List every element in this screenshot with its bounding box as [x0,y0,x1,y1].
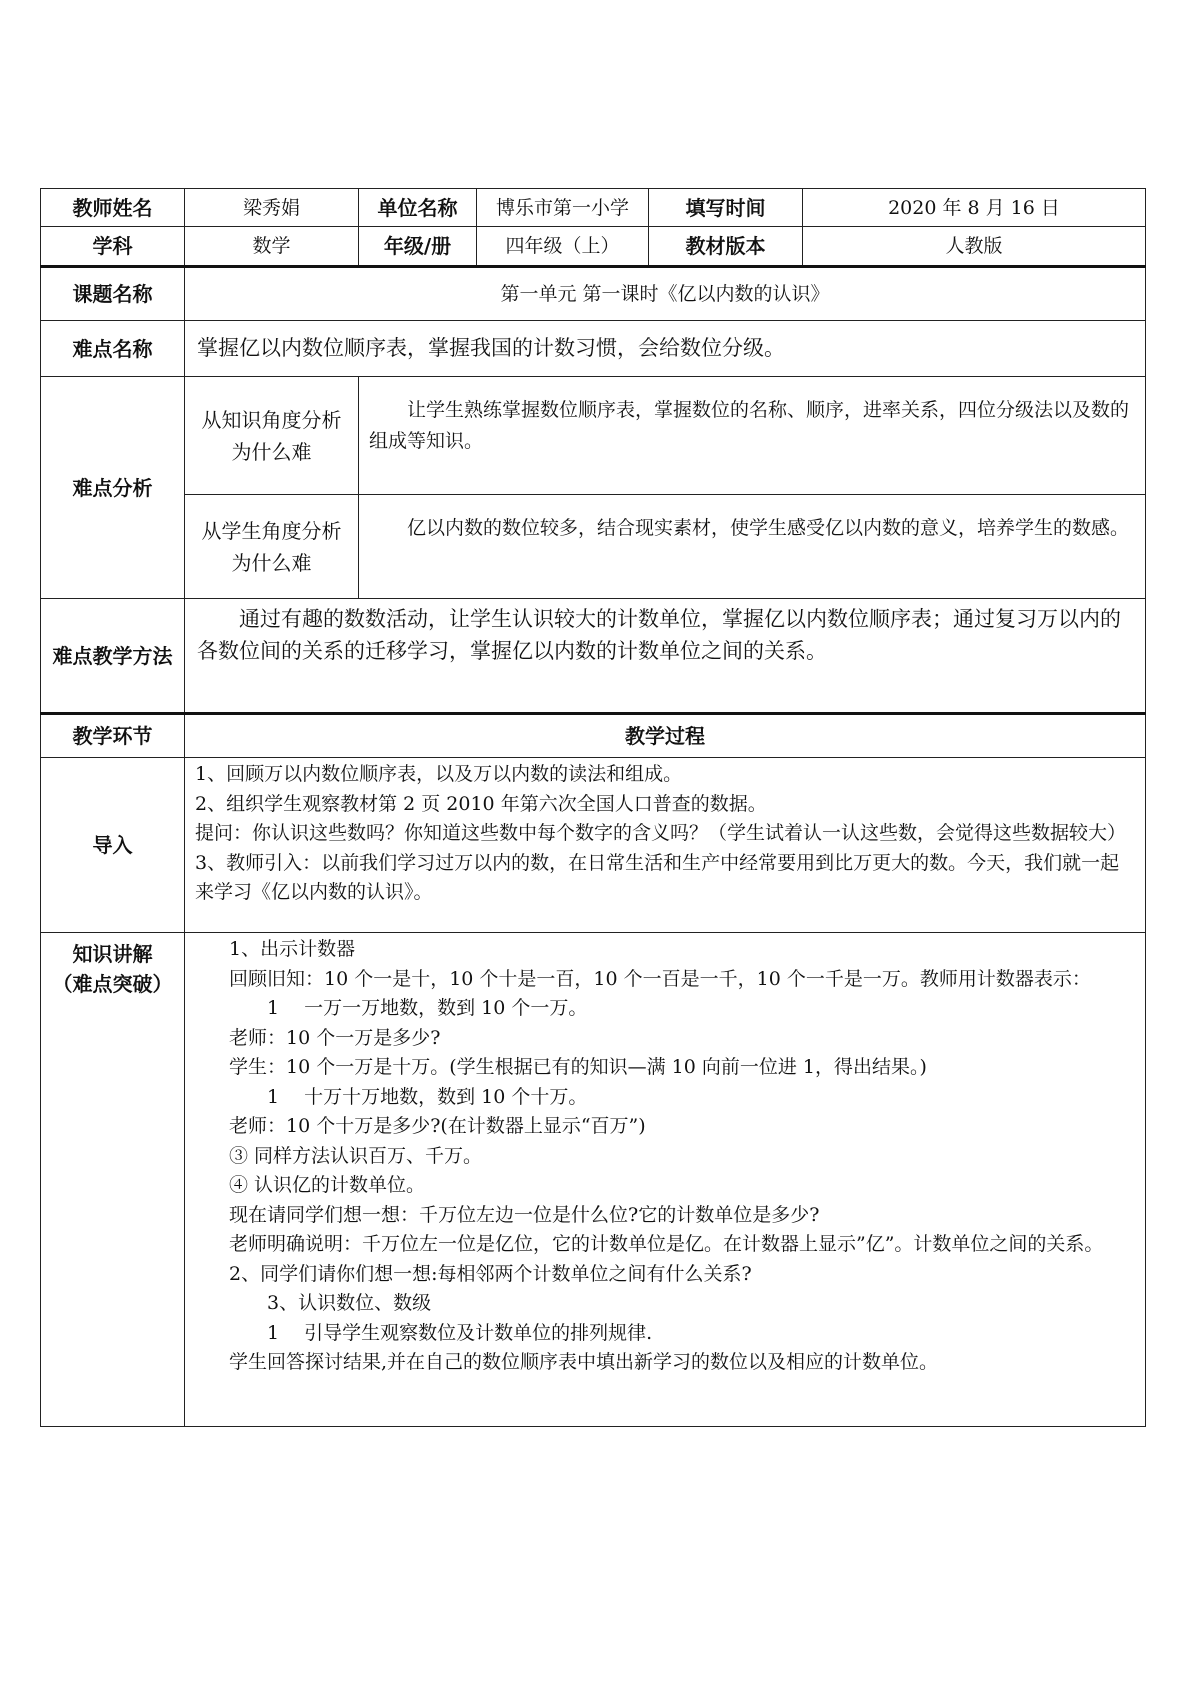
edition-value: 人教版 [803,227,1146,267]
edition-label: 教材版本 [649,227,803,267]
analysis-knowledge-text: 让学生熟练掌握数位顺序表，掌握数位的名称、顺序，进率关系，四位分级法以及数的组成等知识。 [359,377,1146,495]
knowledge-row [41,933,1146,1427]
method-row [41,599,1146,714]
lesson-plan-table [40,188,1146,1427]
knowledge-label [41,933,185,1427]
knowledge-line: 2、同学们请你们想一想:每相邻两个计数单位之间有什么关系? [229,1262,752,1285]
analysis-label: 难点分析 [41,377,185,599]
knowledge-line: 1 一万一万地数，数到 10 个一万。 [267,997,588,1019]
intro-line: 2、组织学生观察教材第 2 页 2010 年第六次全国人口普查的数据。 [195,792,767,815]
stage-header: 教学环节 [41,714,185,758]
unit-name-value: 博乐市第一小学 [477,189,649,227]
knowledge-line: 学生回答探讨结果,并在自己的数位顺序表中填出新学习的数位以及相应的计数单位。 [229,1351,939,1373]
intro-label: 导入 [41,758,185,933]
analysis-student-row [41,495,1146,599]
intro-line: 提问：你认识这些数吗？你知道这些数中每个数字的含义吗？（学生试着认一认这些数，会觉得这些数据较大） [195,822,1127,844]
knowledge-line: ④ 认识亿的计数单位。 [229,1174,426,1196]
method-text: 通过有趣的数数活动，让学生认识较大的计数单位，掌握亿以内数位顺序表；通过复习万以内的各数位间的关系的迁移学习，掌握亿以内数的计数单位之间的关系。 [185,599,1146,714]
knowledge-line: 1 引导学生观察数位及计数单位的排列规律. [267,1321,653,1344]
intro-content [185,758,1146,933]
fill-date-value: 2020 年 8 月 16 日 [803,189,1146,227]
knowledge-content [185,933,1146,1427]
knowledge-line: 回顾旧知：10 个一是十，10 个十是一百，10 个一百是一千，10 个一千是一万。教师用计数器表示： [229,967,1091,990]
knowledge-line: ③ 同样方法认识百万、千万。 [229,1144,483,1167]
fill-date-label: 填写时间 [649,189,803,227]
knowledge-line: 3、认识数位、数级 [267,1292,432,1314]
analysis-student-label: 从学生角度分析为什么难 [185,495,359,599]
knowledge-line: 现在请同学们想一想：千万位左边一位是什么位?它的计数单位是多少? [229,1203,820,1226]
process-header: 教学过程 [185,714,1146,758]
grade-value: 四年级（上） [477,227,649,267]
knowledge-line: 学生：10 个一万是十万。(学生根据已有的知识—满 10 向前一位进 1，得出结果。) [229,1056,927,1078]
knowledge-line: 老师明确说明：千万位左一位是亿位，它的计数单位是亿。在计数器上显示”亿”。计数单位之间的关系。 [229,1233,1104,1255]
intro-line: 1、回顾万以内数位顺序表，以及万以内数的读法和组成。 [195,763,683,785]
topic-row [41,267,1146,321]
knowledge-label-sub: （难点突破） [52,972,173,996]
header-row-2 [41,227,1146,267]
intro-line: 3、教师引入：以前我们学习过万以内的数，在日常生活和生产中经常要用到比万更大的数。今天，我们就一起来学习《亿以内数的认识》。 [195,851,1120,903]
teacher-name-value: 梁秀娟 [185,189,359,227]
grade-label: 年级/册 [359,227,477,267]
subject-value: 数学 [185,227,359,267]
knowledge-line: 老师：10 个一万是多少? [229,1026,441,1049]
analysis-knowledge-label: 从知识角度分析为什么难 [185,377,359,495]
teacher-name-label: 教师姓名 [41,189,185,227]
analysis-knowledge-row [41,377,1146,495]
method-label: 难点教学方法 [41,599,185,714]
difficulty-label: 难点名称 [41,321,185,377]
analysis-student-text: 亿以内数的数位较多，结合现实素材，使学生感受亿以内数的意义，培养学生的数感。 [359,495,1146,599]
difficulty-value: 掌握亿以内数位顺序表，掌握我国的计数习惯，会给数位分级。 [185,321,1146,377]
process-header-row [41,714,1146,758]
intro-row [41,758,1146,933]
difficulty-row [41,321,1146,377]
knowledge-line: 1、出示计数器 [229,938,356,960]
knowledge-line: 1 十万十万地数，数到 10 个十万。 [267,1085,588,1108]
topic-value: 第一单元 第一课时《亿以内数的认识》 [185,267,1146,321]
unit-name-label: 单位名称 [359,189,477,227]
knowledge-line: 老师：10 个十万是多少?(在计数器上显示“百万”) [229,1115,646,1137]
knowledge-label-main: 知识讲解 [72,942,153,966]
header-row-1 [41,189,1146,227]
topic-label: 课题名称 [41,267,185,321]
subject-label: 学科 [41,227,185,267]
